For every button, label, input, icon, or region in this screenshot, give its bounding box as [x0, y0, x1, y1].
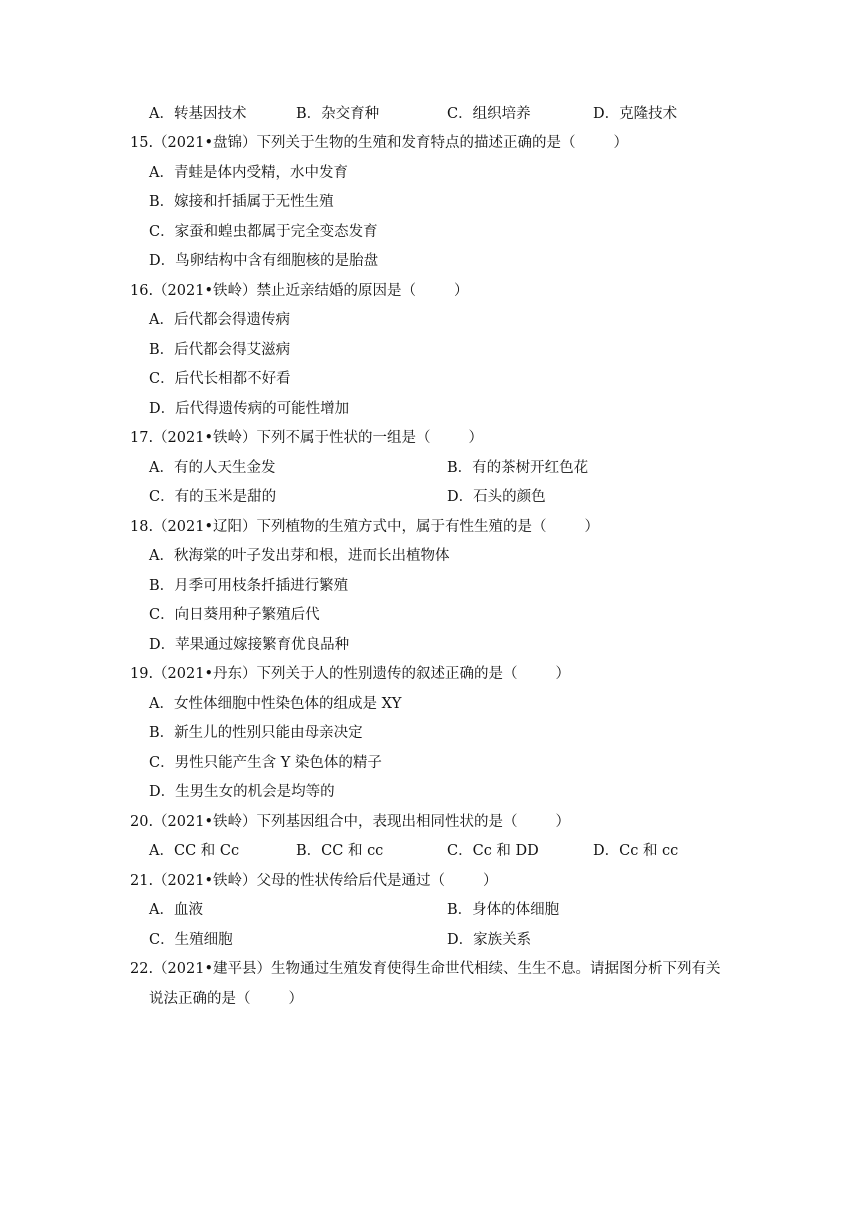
q22-stem-line1: 22.（2021•建平县）生物通过生殖发育使得生命世代相续、生生不息。请据图分析下列有关: [130, 961, 721, 977]
q19-close-paren: ）: [555, 666, 571, 682]
q19-stem: [130, 664, 570, 684]
q17-close-paren: ）: [468, 430, 484, 446]
q16-stem-text: 16.（2021•铁岭）禁止近亲结婚的原因是（: [130, 283, 417, 299]
q15-option-d: D．鸟卵结构中含有细胞核的是胎盘: [149, 253, 379, 269]
q15-option-a: A．青蛙是体内受精，水中发育: [149, 165, 348, 181]
q17-option-c: C．有的玉米是甜的: [149, 489, 277, 505]
q20-option-c: C．Cc 和 DD: [447, 843, 539, 859]
q19-option-a: A．女性体细胞中性染色体的组成是 XY: [149, 696, 402, 712]
q14-option-a: A．转基因技术: [149, 106, 247, 122]
q18-stem-text: 18.（2021•辽阳）下列植物的生殖方式中，属于有性生殖的是（: [130, 519, 547, 535]
q17-stem: [130, 428, 483, 448]
q16-stem: [130, 281, 469, 301]
q22-close-paren: ）: [288, 991, 303, 1007]
q21-stem-text: 21.（2021•铁岭）父母的性状传给后代是通过（: [130, 873, 446, 889]
q20-stem: [130, 812, 570, 832]
q15-option-b: B．嫁接和扦插属于无性生殖: [149, 194, 334, 210]
q15-option-c: C．家蚕和蝗虫都属于完全变态发育: [149, 224, 378, 240]
q16-option-a: A．后代都会得遗传病: [149, 312, 290, 328]
q16-option-c: C．后代长相都不好看: [149, 371, 291, 387]
q19-stem-text: 19.（2021•丹东）下列关于人的性别遗传的叙述正确的是（: [130, 666, 518, 682]
q20-option-a: A．CC 和 Cc: [149, 843, 240, 859]
q18-stem: [130, 517, 599, 537]
q15-stem-text: 15.（2021•盘锦）下列关于生物的生殖和发育特点的描述正确的是（: [130, 135, 576, 151]
q21-close-paren: ）: [483, 873, 498, 889]
q15-stem: [130, 133, 628, 153]
q22-stem-text: 说法正确的是（: [149, 991, 251, 1007]
q20-close-paren: ）: [555, 814, 571, 830]
q17-option-a: A．有的人天生金发: [149, 460, 276, 476]
q14-option-b: B．杂交育种: [296, 106, 380, 122]
q17-option-b: B．有的茶树开红色花: [447, 460, 589, 476]
q20-option-d: D．Cc 和 cc: [593, 843, 679, 859]
q21-option-c: C．生殖细胞: [149, 932, 233, 948]
q21-stem: [130, 871, 498, 891]
q19-option-d: D．生男生女的机会是均等的: [149, 784, 335, 800]
q18-option-c: C．向日葵用种子繁殖后代: [149, 607, 320, 623]
q18-close-paren: ）: [584, 519, 600, 535]
q14-option-c: C．组织培养: [447, 106, 531, 122]
q17-stem-text: 17.（2021•铁岭）下列不属于性状的一组是（: [130, 430, 431, 446]
q19-option-c: C．男性只能产生含 Y 染色体的精子: [149, 755, 382, 771]
q22-stem-line2: [149, 989, 303, 1009]
q19-option-b: B．新生儿的性别只能由母亲决定: [149, 725, 363, 741]
q16-close-paren: ）: [454, 283, 469, 299]
q18-option-d: D．苹果通过嫁接繁育优良品种: [149, 637, 350, 653]
q17-option-d: D．石头的颜色: [447, 489, 546, 505]
q20-stem-text: 20.（2021•铁岭）下列基因组合中，表现出相同性状的是（: [130, 814, 518, 830]
q21-option-b: B．身体的体细胞: [447, 902, 560, 918]
q21-option-a: A．血液: [149, 902, 203, 918]
q16-option-b: B．后代都会得艾滋病: [149, 342, 291, 358]
q16-option-d: D．后代得遗传病的可能性增加: [149, 401, 350, 417]
q18-option-a: A．秋海棠的叶子发出芽和根，进而长出植物体: [149, 548, 450, 564]
q14-option-d: D．克隆技术: [593, 106, 678, 122]
q20-option-b: B．CC 和 cc: [296, 843, 384, 859]
q21-option-d: D．家族关系: [447, 932, 532, 948]
q15-close-paren: ）: [613, 135, 629, 151]
q18-option-b: B．月季可用枝条扦插进行繁殖: [149, 578, 349, 594]
